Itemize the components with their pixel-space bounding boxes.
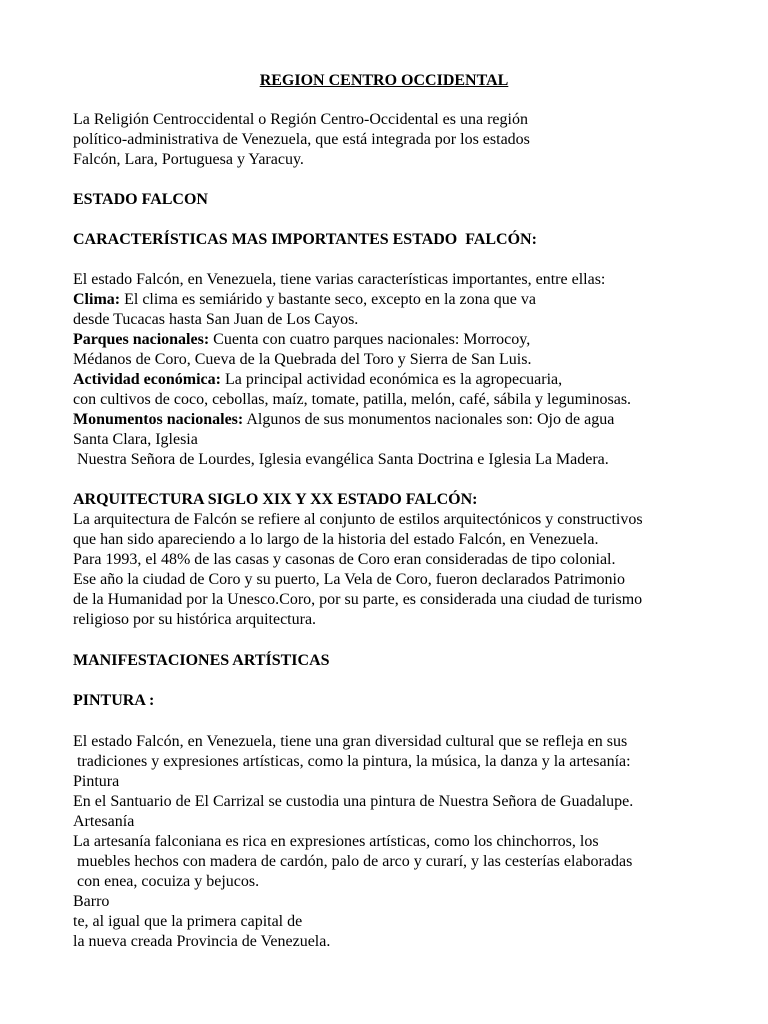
arquitectura-section — [73, 490, 753, 630]
pintura-line: Artesanía — [73, 813, 135, 830]
monumentos-label: Monumentos nacionales: — [73, 411, 244, 428]
arquitectura-line: Ese año la ciudad de Coro y su puerto, La Vela de Coro, fueron declarados Patrimonio — [73, 571, 625, 588]
monumentos-text: Algunos de sus monumentos nacionales son: Ojo de agua — [243, 411, 615, 428]
pintura-line: En el Santuario de El Carrizal se custodia una pintura de Nuestra Señora de Guadalupe. — [73, 793, 634, 810]
monumentos-line — [73, 410, 753, 430]
parques-label: Parques nacionales: — [73, 331, 210, 348]
pintura-line: Pintura — [73, 773, 120, 790]
pintura-line: muebles hechos con madera de cardón, palo de arco y curarí, y las cesterías elaboradas — [73, 853, 633, 870]
heading-pintura: PINTURA : — [73, 692, 155, 709]
clima-line — [73, 290, 753, 310]
arquitectura-line: religioso por su histórica arquitectura. — [73, 611, 317, 628]
parques-text: Cuenta con cuatro parques nacionales: Morrocoy, — [209, 331, 531, 348]
intro-paragraph — [73, 110, 753, 170]
pintura-line: tradiciones y expresiones artísticas, como la pintura, la música, la danza y la artesanía: — [73, 753, 631, 770]
heading-manifestaciones: MANIFESTACIONES ARTÍSTICAS — [73, 652, 330, 669]
arquitectura-line: de la Humanidad por la Unesco.Coro, por su parte, es considerada una ciudad de turismo — [73, 591, 643, 608]
pintura-line: La artesanía falconiana es rica en expresiones artísticas, como los chinchorros, los — [73, 833, 599, 850]
document-title: REGION CENTRO OCCIDENTAL — [259, 72, 509, 89]
actividad-line — [73, 370, 753, 390]
caracteristicas-intro: El estado Falcón, en Venezuela, tiene varias características importantes, entre ellas: — [73, 271, 606, 288]
pintura-line: El estado Falcón, en Venezuela, tiene una gran diversidad cultural que se refleja en sus — [73, 733, 628, 750]
clima-cont: desde Tucacas hasta San Juan de Los Cayos. — [73, 311, 359, 328]
actividad-label: Actividad económica: — [73, 371, 221, 388]
pintura-line: te, al igual que la primera capital de — [73, 913, 303, 930]
pintura-line: la nueva creada Provincia de Venezuela. — [73, 933, 331, 950]
arquitectura-line: La arquitectura de Falcón se refiere al conjunto de estilos arquitectónicos y constructivos — [73, 511, 643, 528]
heading-estado-falcon: ESTADO FALCON — [73, 191, 208, 208]
intro-line: político-administrativa de Venezuela, que está integrada por los estados — [73, 131, 530, 148]
actividad-cont: con cultivos de coco, cebollas, maíz, tomate, patilla, melón, café, sábila y leguminosas. — [73, 391, 632, 408]
clima-text: El clima es semiárido y bastante seco, excepto en la zona que va — [120, 291, 536, 308]
heading-arquitectura: ARQUITECTURA SIGLO XIX Y XX ESTADO FALCÓN: — [73, 491, 478, 508]
intro-line: La Religión Centroccidental o Región Centro-Occidental es una región — [73, 111, 528, 128]
actividad-text: La principal actividad económica es la agropecuaria, — [220, 371, 563, 388]
monumentos-cont: Nuestra Señora de Lourdes, Iglesia evangélica Santa Doctrina e Iglesia La Madera. — [73, 451, 609, 468]
pintura-line: Barro — [73, 893, 110, 910]
clima-label: Clima: — [73, 291, 121, 308]
parques-cont: Médanos de Coro, Cueva de la Quebrada del Toro y Sierra de San Luis. — [73, 351, 532, 368]
caracteristicas-section — [73, 270, 753, 470]
pintura-section — [73, 732, 753, 952]
monumentos-cont: Santa Clara, Iglesia — [73, 431, 198, 448]
arquitectura-line: Para 1993, el 48% de las casas y casonas de Coro eran consideradas de tipo colonial. — [73, 551, 616, 568]
intro-line: Falcón, Lara, Portuguesa y Yaracuy. — [73, 151, 304, 168]
pintura-line: con enea, cocuiza y bejucos. — [73, 873, 260, 890]
arquitectura-line: que han sido apareciendo a lo largo de la historia del estado Falcón, en Venezuela. — [73, 531, 599, 548]
parques-line — [73, 330, 753, 350]
heading-caracteristicas: CARACTERÍSTICAS MAS IMPORTANTES ESTADO FALCÓN: — [73, 231, 537, 248]
